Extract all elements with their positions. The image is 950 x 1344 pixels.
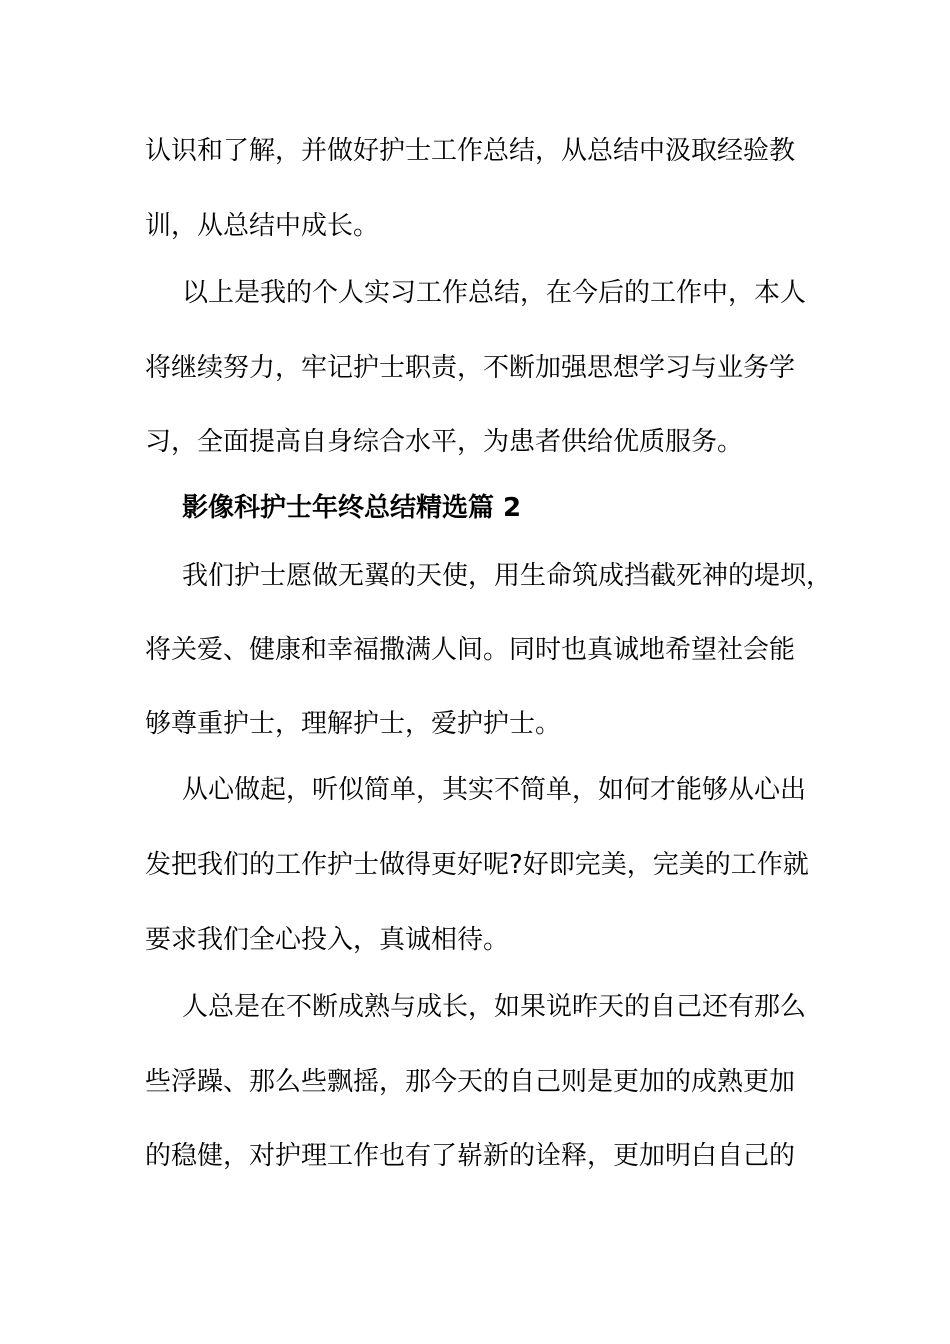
- paragraph-line: 我们护士愿做无翼的天使，用生命筑成挡截死神的堤坝，: [182, 561, 833, 591]
- paragraph-line: 将关爱、健康和幸福撒满人间。同时也真诚地希望社会能: [145, 635, 796, 665]
- paragraph-line: 以上是我的个人实习工作总结，在今后的工作中，本人: [182, 278, 807, 308]
- section-heading: 影像科护士年终总结精选篇 2: [182, 493, 522, 523]
- paragraph-line: 习，全面提高自身综合水平，为患者供给优质服务。: [145, 427, 744, 457]
- paragraph-line: 的稳健，对护理工作也有了崭新的诠释，更加明白自己的: [145, 1141, 796, 1171]
- paragraph-line: 些浮躁、那么些飘摇，那今天的自己则是更加的成熟更加: [145, 1067, 796, 1097]
- paragraph-line: 人总是在不断成熟与成长，如果说昨天的自己还有那么: [182, 992, 807, 1022]
- paragraph-line: 要求我们全心投入，真诚相待。: [145, 925, 510, 955]
- paragraph-line: 训，从总结中成长。: [145, 211, 380, 241]
- paragraph-line: 从心做起，听似简单，其实不简单，如何才能够从心出: [182, 775, 807, 805]
- paragraph-line: 够尊重护士，理解护士，爱护护士。: [145, 709, 562, 739]
- paragraph-line: 认识和了解，并做好护士工作总结，从总结中汲取经验教: [145, 136, 796, 166]
- paragraph-line: 发把我们的工作护士做得更好呢?好即完美，完美的工作就: [145, 850, 809, 880]
- paragraph-line: 将继续努力，牢记护士职责，不断加强思想学习与业务学: [145, 353, 796, 383]
